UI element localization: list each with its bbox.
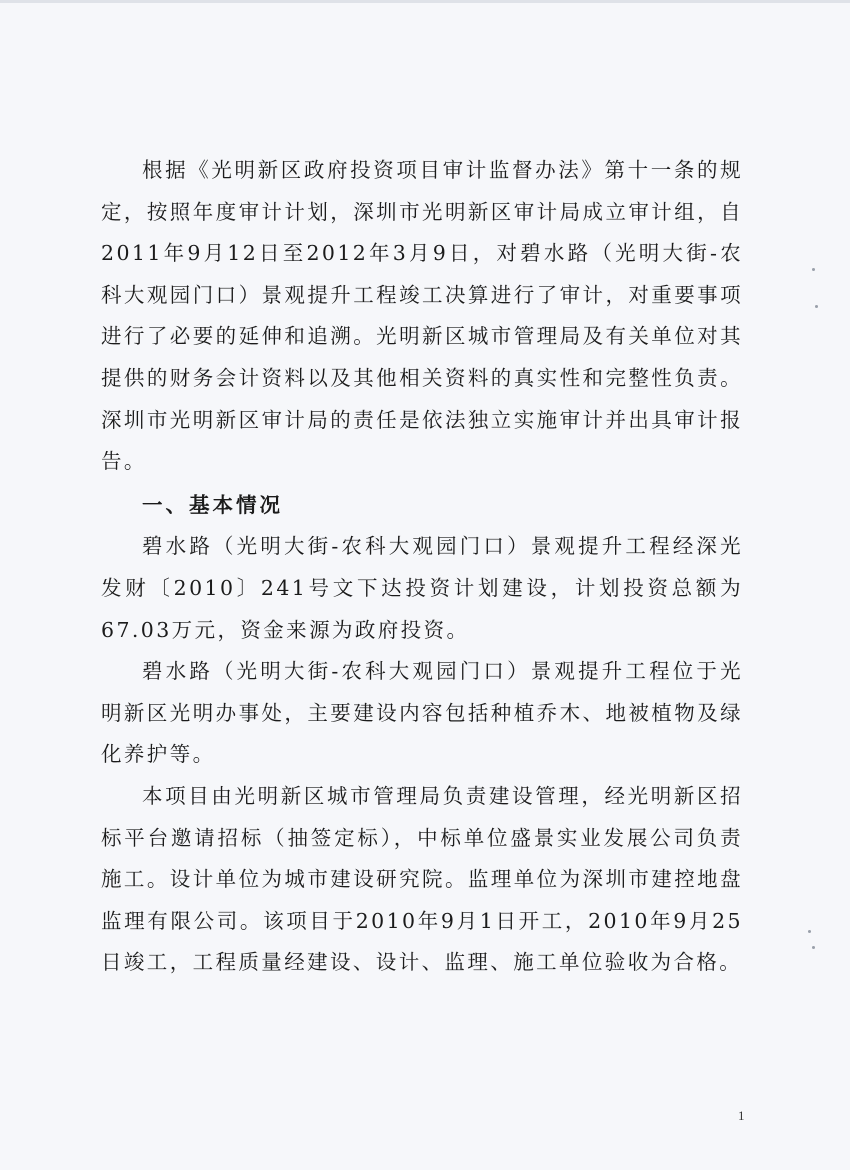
- investment-paragraph: 碧水路（光明大街-农科大观园门口）景观提升工程经深光发财〔2010〕241号文下达投资计划建设，计划投资总额为67.03万元，资金来源为政府投资。: [101, 534, 743, 642]
- page-top-edge: [0, 0, 850, 3]
- intro-paragraph: 根据《光明新区政府投资项目审计监督办法》第十一条的规定，按照年度审计计划，深圳市光明新区审计局成立审计组，自2011年9月12日至2012年3月9日，对碧水路（光明大街-农科大观园门口）景观提升工程竣工决算进行了审计，对重要事项进行了必要的延伸和追溯。光明新区城市管理局及有关单位对其提供的财务会计资料以及其他相关资料的真实性和完整性负责。深圳市光明新区审计局的责任是依法独立实施审计并出具审计报告。: [101, 158, 743, 474]
- scan-speck: [815, 305, 818, 308]
- scan-speck: [812, 946, 815, 949]
- section-heading: 一、基本情况: [142, 492, 283, 517]
- management-paragraph: 本项目由光明新区城市管理局负责建设管理，经光明新区招标平台邀请招标（抽签定标），中标单位盛景实业发展公司负责施工。设计单位为城市建设研究院。监理单位为深圳市建控地盘监理有限公司。该项目于2010年9月1日开工，2010年9月25日竣工，工程质量经建设、设计、监理、施工单位验收为合格。: [101, 783, 743, 975]
- document-body: [101, 150, 743, 984]
- scan-speck: [812, 268, 815, 271]
- scan-speck: [808, 930, 811, 933]
- page-number: 1: [738, 1108, 745, 1123]
- location-paragraph: 碧水路（光明大街-农科大观园门口）景观提升工程位于光明新区光明办事处，主要建设内容包括种植乔木、地被植物及绿化养护等。: [101, 659, 743, 767]
